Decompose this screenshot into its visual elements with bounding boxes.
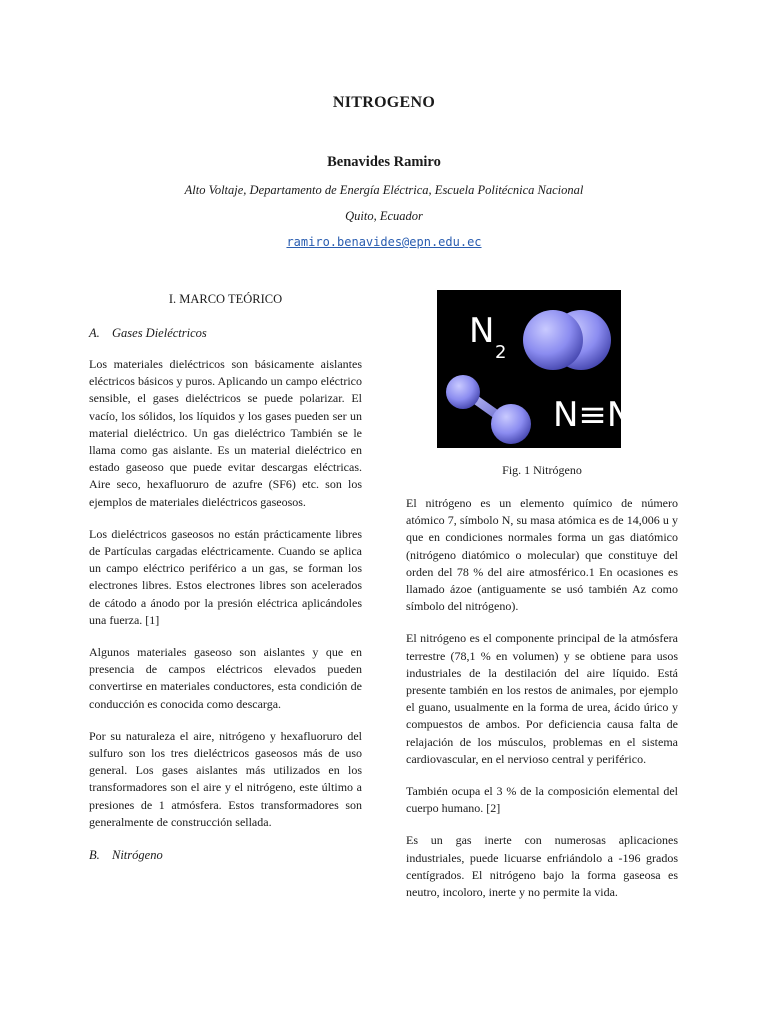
figure-caption: Fig. 1 Nitrógeno <box>502 463 582 477</box>
left-column <box>89 290 362 878</box>
ball-atom-bottom <box>491 404 531 444</box>
subsection-heading-b <box>89 846 362 864</box>
section-heading: I. MARCO TEÓRICO <box>168 292 283 306</box>
subsection-letter: B. <box>89 848 100 863</box>
paragraph: El nitrógeno es el componente principal de la atmósfera terrestre (78,1 % en volumen) y se obtiene para usos industriales de la destilación del aire líquido. Está presente también en los restos de animales, por ejemplo el guano, usualmente en la forma de urea, ácido úrico y compuestos de ambos. Por deficiencia causa falta de relajación de los músculos, problemas en el sistema cardiovascular, en el nervioso central y periférico. <box>406 631 678 766</box>
right-column <box>406 290 678 916</box>
paragraph: Es un gas inerte con numerosas aplicaciones industriales, puede licuarse enfriándolo a -196 grados centígrados. El nitrógeno bajo la forma gaseosa es neutro, incoloro, inerte y no permite la vida. <box>406 833 678 900</box>
subsection-letter: A. <box>89 326 100 340</box>
nitrogen-figure <box>437 290 633 448</box>
nitrogen-molecule-image <box>437 290 633 448</box>
author-affiliation: Alto Voltaje, Departamento de Energía Eléctrica, Escuela Politécnica Nacional <box>184 183 584 197</box>
author-name: Benavides Ramiro <box>327 154 441 170</box>
formula-subscript: 2 <box>495 342 507 363</box>
subsection-title: Gases Dieléctricos <box>112 326 207 340</box>
author-location: Quito, Ecuador <box>345 209 423 223</box>
paragraph: Por su naturaleza el aire, nitrógeno y hexafluoruro del sulfuro son los tres dieléctricos gaseosos más de uso general. Los gases aislantes más utilizados en los transformadores son el aire y el nitrógeno, este último a presiones de 1 atmósfera. Estos transformadores son generalmente de construcción sellada. <box>89 728 362 829</box>
subsection-title: Nitrógeno <box>112 848 163 863</box>
subsection-heading-a <box>89 324 362 342</box>
paper-title: NITROGENO <box>332 94 436 111</box>
paragraph: Los dieléctricos gaseosos no están prácticamente libres de Partículas cargadas eléctricamente. Cuando se aplica un campo eléctrico periférico a un gas, se forman los electrones libres. Estos electrones libres son acelerados de cátodo a ánodo por la presión eléctrica aplicándoles una fuerza. [1] <box>89 526 362 627</box>
paragraph: También ocupa el 3 % de la composición elemental del cuerpo humano. [2] <box>406 784 678 816</box>
author-email-link[interactable]: ramiro.benavides@epn.edu.ec <box>286 235 482 249</box>
space-filling-atom-left <box>523 310 583 370</box>
ball-atom-top <box>446 375 480 409</box>
paragraph: El nitrógeno es un elemento químico de número atómico 7, símbolo N, su masa atómica es de 14,006 u y que en condiciones normales forma un gas diatómico (nitrógeno diatómico o molecular) que constituye del orden del 78 % del aire atmosférico.1 En ocasiones es llamado ázoe (antiguamente se usó también Az como símbolo del nitrógeno). <box>406 496 678 614</box>
formula-letter: N <box>469 311 495 351</box>
paragraph: Los materiales dieléctricos son básicamente aislantes eléctricos básicos y puros. Aplicando un campo eléctrico sensible, el gases dieléctricos se puede polarizar. El vacío, los sólidos, los líquidos y los gases pueden ser un material dieléctrico. Un gas dieléctrico También se le llama como gas aislante. Es un material dieléctrico en estado gaseoso que puede evitar descargas eléctricas. Aire seco, hexafluoruro de azufre (SF6) etc. son los ejemplos de materiales dieléctricos gaseosos. <box>89 357 362 509</box>
triple-bond-formula: N≡N <box>553 395 633 435</box>
paragraph: Algunos materiales gaseoso son aislantes y que en presencia de campos eléctricos elevados pueden convertirse en materiales conductores, esta condición de conducción es conocida como descarga. <box>89 645 362 711</box>
